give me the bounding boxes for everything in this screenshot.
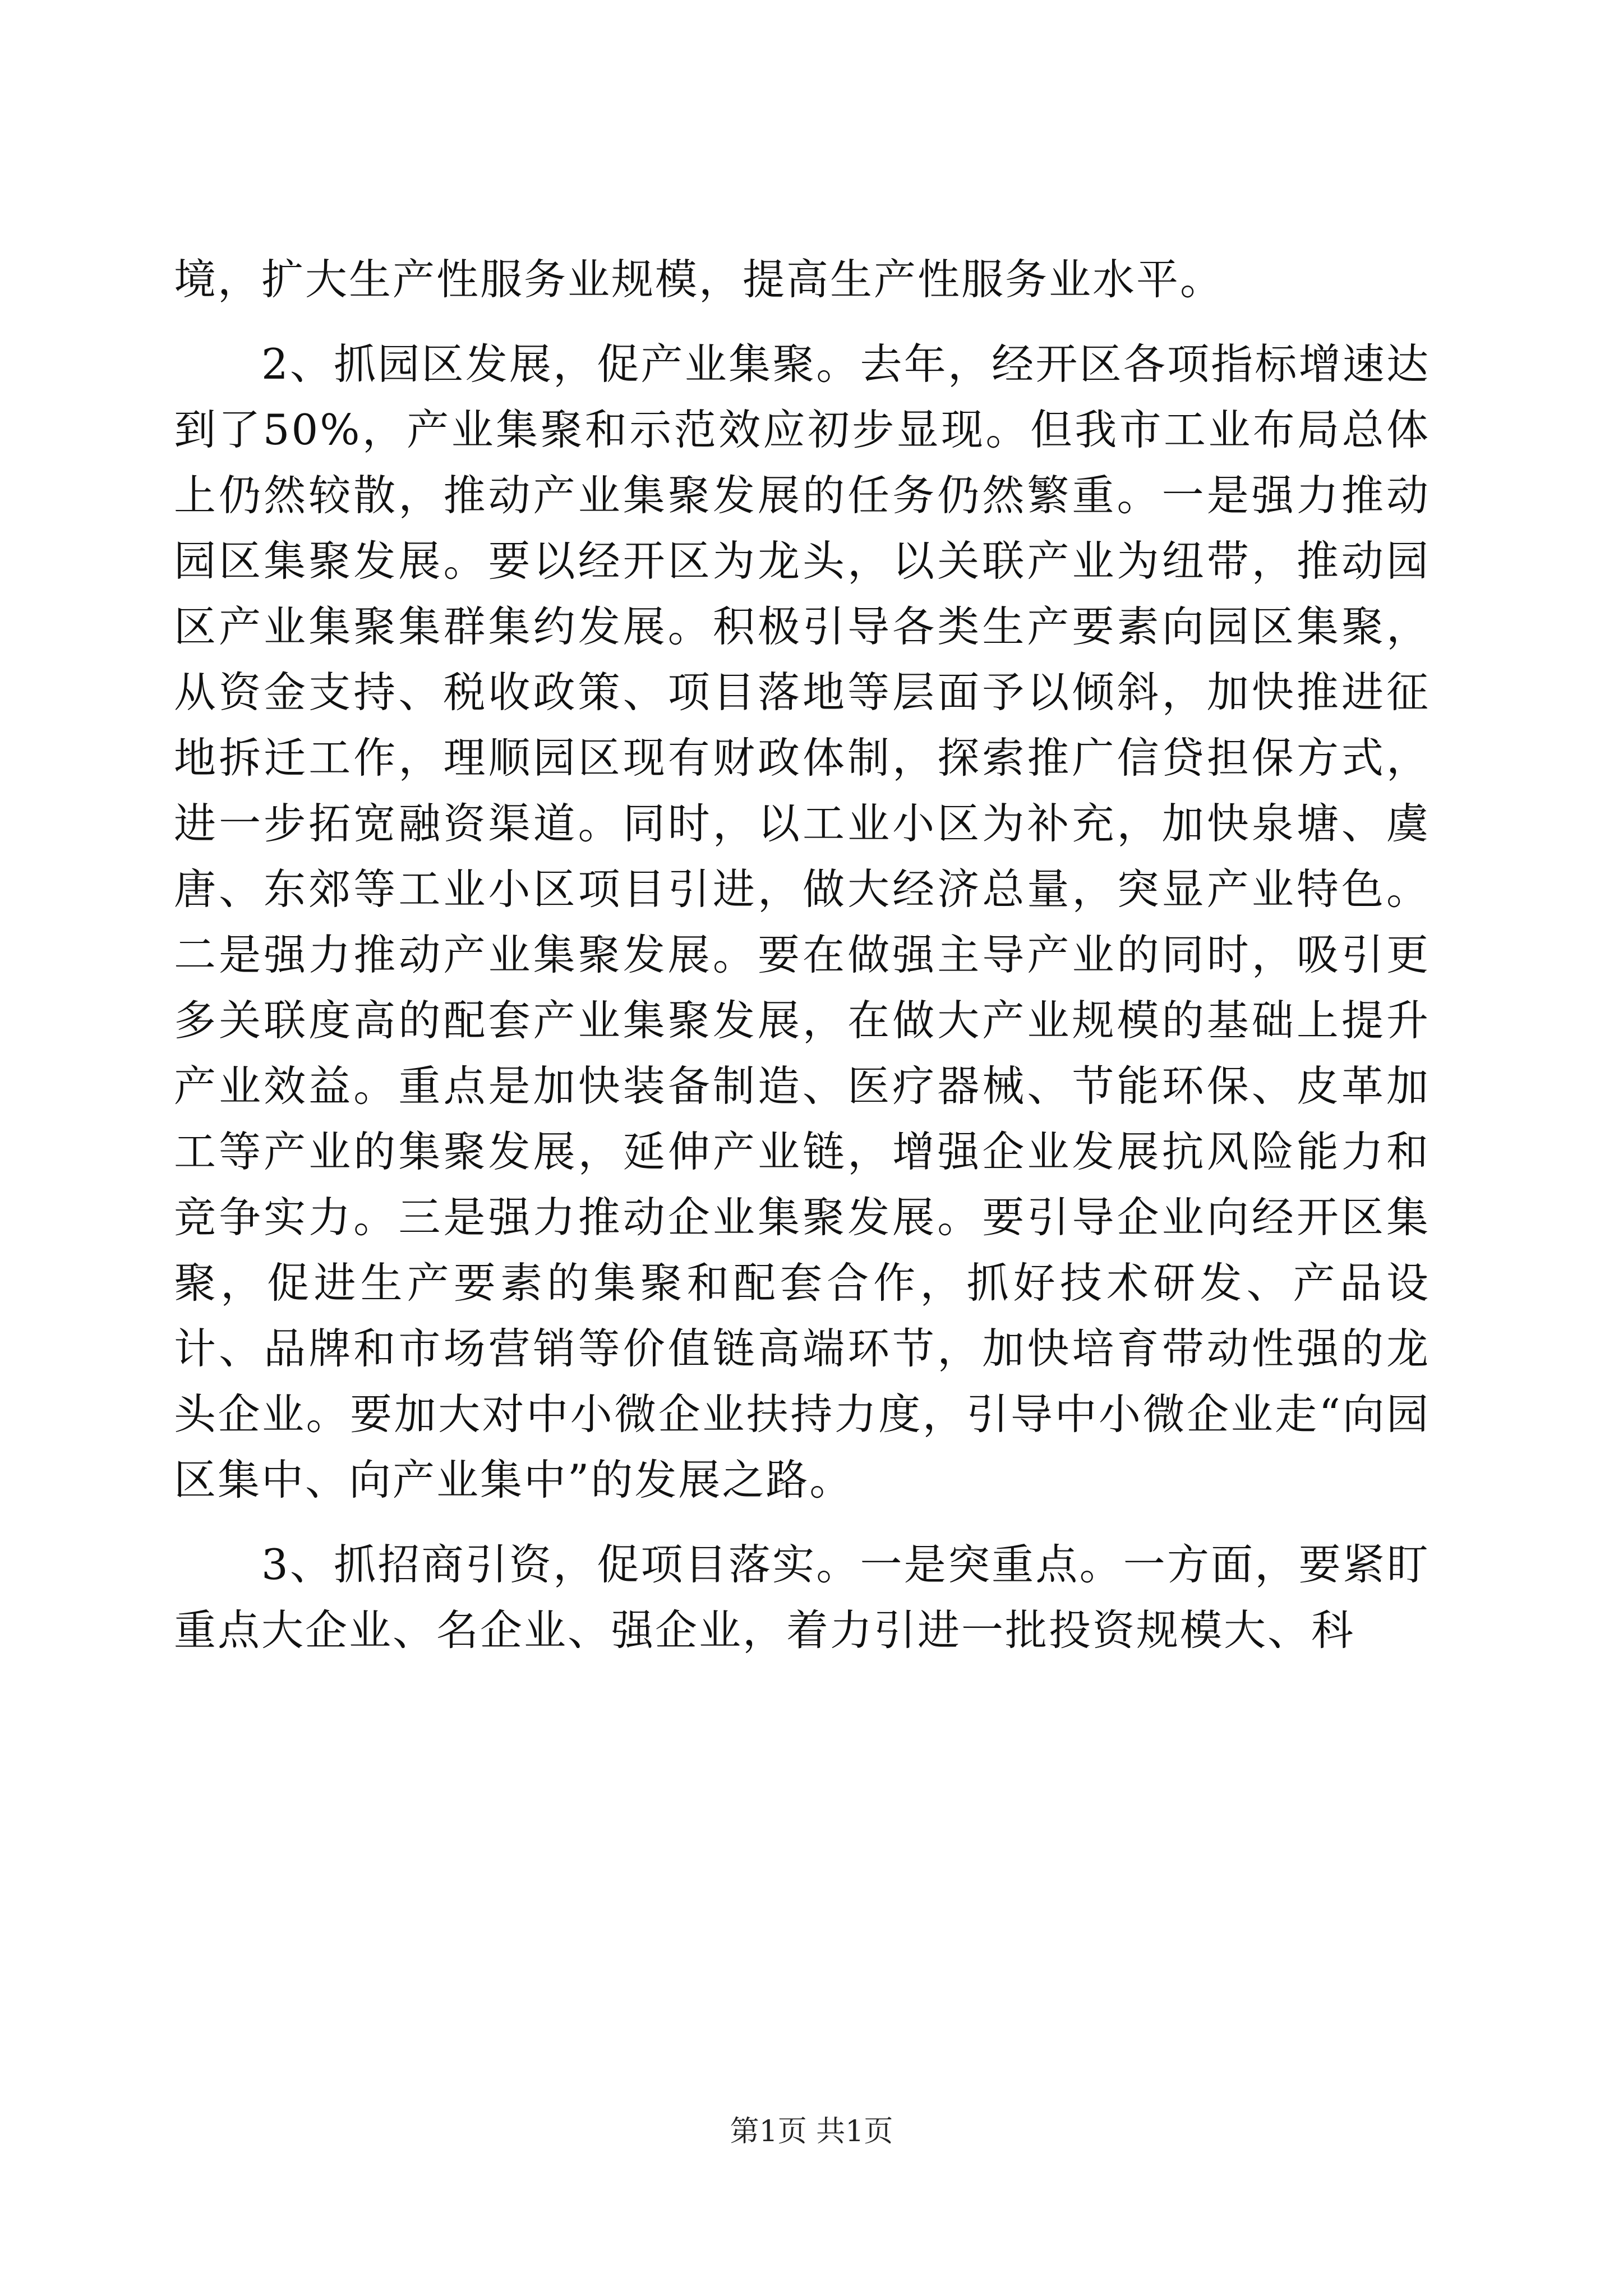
paragraph-investment-attraction: 3、抓招商引资，促项目落实。一是突重点。一方面，要紧盯重点大企业、名企业、强企业，着力引进一批投资规模大、科 xyxy=(174,1540,1430,1655)
document-body xyxy=(174,247,1430,1682)
paragraph-park-development: 2、抓园区发展，促产业集聚。去年，经开区各项指标增速达到了50%，产业集聚和示范效应初步显现。但我市工业布局总体上仍然较散，推动产业集聚发展的任务仍然繁重。一是强力推动园区集聚发展。要以经开区为龙头，以关联产业为纽带，推动园区产业集聚集群集约发展。积极引导各类生产要素向园区集聚，从资金支持、税收政策、项目落地等层面予以倾斜，加快推进征地拆迁工作，理顺园区现有财政体制，探索推广信贷担保方式，进一步拓宽融资渠道。同时，以工业小区为补充，加快泉塘、虞唐、东郊等工业小区项目引进，做大经济总量，突显产业特色。二是强力推动产业集聚发展。要在做强主导产业的同时，吸引更多关联度高的配套产业集聚发展，在做大产业规模的基础上提升产业效益。重点是加快装备制造、医疗器械、节能环保、皮革加工等产业的集聚发展，延伸产业链，增强企业发展抗风险能力和竞争实力。三是强力推动企业集聚发展。要引导企业向经开区集聚，促进生产要素的集聚和配套合作，抓好技术研发、产品设计、品牌和市场营销等价值链高端环节，加快培育带动性强的龙头企业。要加大对中小微企业扶持力度，引导中小微企业走“向园区集中、向产业集中”的发展之路。 xyxy=(174,339,1430,1504)
page-footer: 第1页 共1页 xyxy=(730,2115,893,2148)
paragraph-continuation: 境，扩大生产性服务业规模，提高生产性服务业水平。 xyxy=(174,255,1224,304)
